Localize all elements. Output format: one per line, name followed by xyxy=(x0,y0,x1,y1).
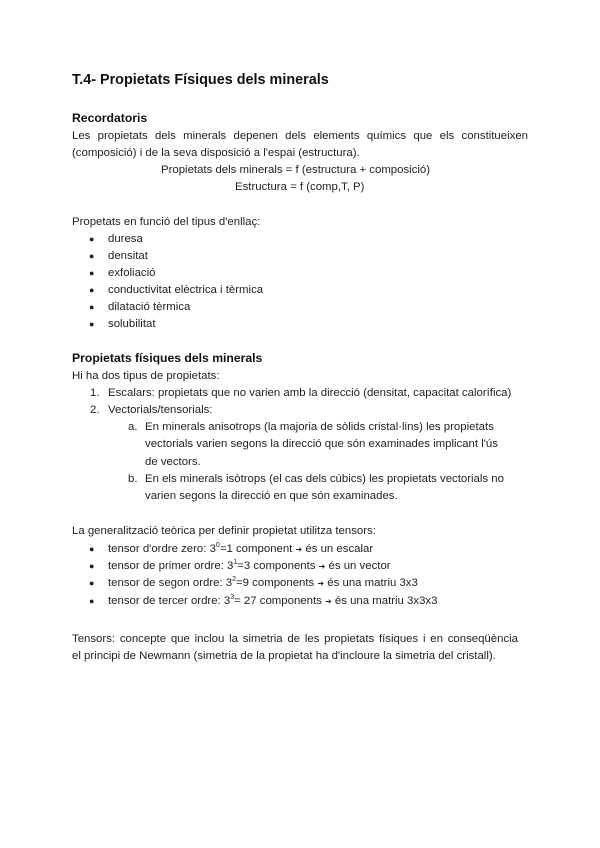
bullet-marker: ● xyxy=(89,544,95,554)
section-heading-recordatoris: Recordatoris xyxy=(72,111,148,125)
tensor-item: tensor d'ordre zero: $3^0=1$ component ➔ és un escalar xyxy=(108,542,374,555)
list-item: duresa xyxy=(108,233,143,245)
list-item: Vectorials/tensorials: xyxy=(108,404,213,416)
list-item: Escalars: propietats que no varien amb la direcció (densitat, capacitat calorífica) xyxy=(108,387,512,399)
sublist-line: vectorials varien segons la direcció que són examinades implicant l'ús xyxy=(145,438,498,450)
list-letter: b. xyxy=(128,473,138,485)
arrow-icon: ➔ xyxy=(317,579,325,588)
bullet-marker: ● xyxy=(89,561,95,571)
paragraph-line: Hi ha dos tipus de propietats: xyxy=(72,370,220,382)
paragraph-line: el principi de Newmann (simetria de la propietat ha d'incloure la simetria del cristall). xyxy=(72,650,496,662)
bullet-marker: ● xyxy=(89,596,95,606)
bullet-marker: ● xyxy=(89,319,95,329)
formula-line: Propietats dels minerals = f (estructura + composició) xyxy=(161,164,431,176)
arrow-icon: ➔ xyxy=(318,562,326,571)
sublist-line: varien segons la direcció en que són examinades. xyxy=(145,490,398,502)
bullet-marker: ● xyxy=(89,268,95,278)
paragraph-line: Les propietats dels minerals depenen dels elements químics que els constitueixen xyxy=(72,130,528,142)
tensor-item: tensor de primer ordre: $3^1=3$ components ➔ és un vector xyxy=(108,559,391,572)
arrow-icon: ➔ xyxy=(325,597,332,606)
bullet-marker: ● xyxy=(89,251,95,261)
tensor-item: tensor de tercer ordre: $3^3= 27$ components ➔ és una matriu 3x3x3 xyxy=(108,594,438,607)
list-intro: Propetats en funció del tipus d'enllaç: xyxy=(72,216,261,228)
tensor-item: tensor de segon ordre: $3^2=9$ components ➔ és una matriu 3x3 xyxy=(108,576,418,589)
list-letter: a. xyxy=(128,421,138,433)
paragraph-line: (composició) i de la seva disposició a l'espai (estructura). xyxy=(72,147,360,159)
formula-line: Estructura = f (comp,T, P) xyxy=(235,181,365,193)
sublist-line: En els minerals isòtrops (el cas dels cúbics) les propietats vectorials no xyxy=(145,473,504,485)
list-item: dilatació tèrmica xyxy=(108,301,191,313)
list-intro: La generalització teòrica per definir propietat utilitza tensors: xyxy=(72,525,376,537)
bullet-marker: ● xyxy=(89,285,95,295)
list-number: 2. xyxy=(90,404,100,416)
bullet-marker: ● xyxy=(89,234,95,244)
bullet-marker: ● xyxy=(89,578,95,588)
page-title: T.4- Propietats Físiques dels minerals xyxy=(72,72,329,88)
paragraph-line: Tensors: concepte que inclou la simetria de les propietats físiques i en conseqüència xyxy=(72,633,518,645)
list-item: solubilitat xyxy=(108,318,156,330)
sublist-line: En minerals anisotrops (la majoria de sòlids cristal·lins) les propietats xyxy=(145,421,494,433)
section-heading-fisiques: Propietats físiques dels minerals xyxy=(72,351,263,365)
list-item: exfoliació xyxy=(108,267,156,279)
list-item: densitat xyxy=(108,250,148,262)
bullet-marker: ● xyxy=(89,302,95,312)
sublist-line: de vectors. xyxy=(145,456,201,468)
list-item: conductivitat elèctrica i tèrmica xyxy=(108,284,264,296)
list-number: 1. xyxy=(90,387,100,399)
arrow-icon: ➔ xyxy=(295,545,303,554)
